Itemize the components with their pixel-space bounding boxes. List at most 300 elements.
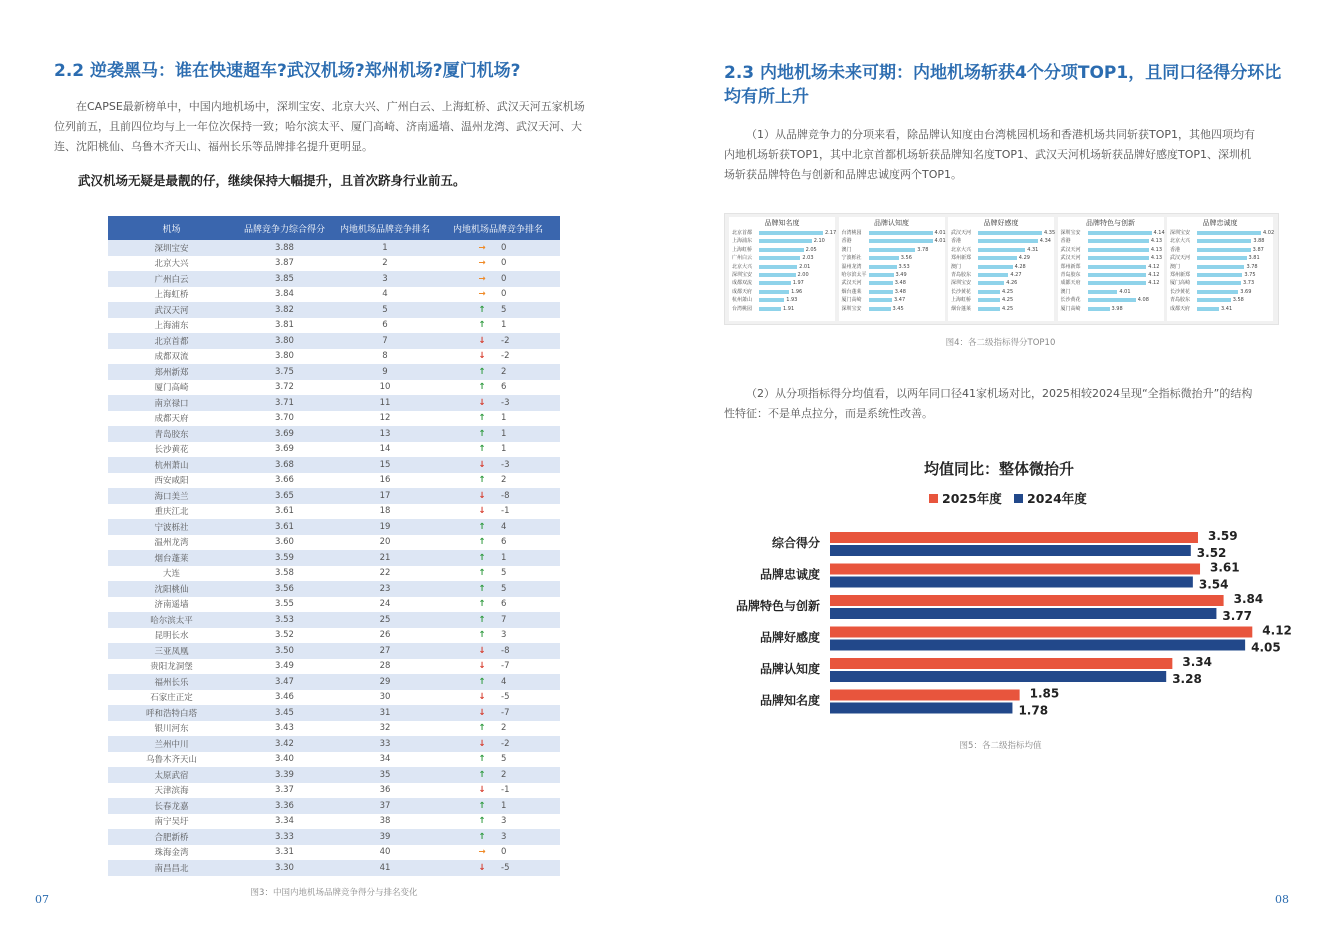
top10-bar (759, 281, 791, 285)
top10-row (1058, 305, 1164, 313)
rank-cell: 5 (334, 302, 436, 318)
score-cell: 3.31 (235, 845, 334, 861)
bar (830, 690, 1020, 701)
top10-row (1167, 263, 1273, 271)
score-cell: 3.80 (235, 349, 334, 365)
top10-airport: 长沙黄花 (1170, 288, 1191, 295)
top10-bar (1088, 248, 1149, 252)
trend-up-icon: ↑ (478, 676, 486, 687)
top10-value: 4.27 (1010, 271, 1022, 278)
figure-5-caption: 图5：各二级指标均值 (959, 741, 1042, 751)
top10-value: 4.13 (1150, 238, 1163, 245)
rank-change-cell (436, 333, 560, 349)
table-row (108, 442, 560, 458)
top10-bar (869, 290, 893, 294)
data-label: 4.05 (1251, 640, 1281, 655)
rank-change-value: -5 (501, 862, 510, 873)
top10-bar (978, 239, 1038, 243)
trend-up-icon: ↑ (478, 599, 486, 610)
top10-value: 4.25 (1002, 305, 1014, 312)
top10-value: 1.96 (791, 288, 803, 295)
trend-flat-icon: → (478, 847, 486, 858)
top10-airport: 香港 (1170, 246, 1181, 253)
top10-bar (978, 290, 1000, 294)
top10-bar (1197, 298, 1231, 302)
bar (830, 564, 1200, 575)
trend-down-icon: ↓ (478, 335, 486, 346)
rank-change-value: 0 (501, 273, 507, 284)
top10-airport: 北京大兴 (1170, 238, 1191, 245)
score-cell: 3.40 (235, 752, 334, 768)
top10-bar (869, 231, 933, 235)
top10-airport: 烟台蓬莱 (951, 305, 972, 312)
table-row (108, 364, 560, 380)
bar (830, 627, 1252, 638)
paragraph-2-line: （2）从分项指标得分均值看，以两年同口径41家机场对比，2025相较2024呈现“全指标微抬升”的结构 (746, 387, 1253, 400)
top10-airport: 上海浦东 (732, 238, 753, 245)
top10-bar (1197, 248, 1251, 252)
rank-cell: 4 (334, 287, 436, 303)
rank-change-cell (436, 488, 560, 504)
top10-bar (1088, 265, 1147, 269)
rank-cell: 38 (334, 814, 436, 830)
top10-airport: 青岛胶东 (951, 271, 972, 278)
rank-change-value: 2 (501, 769, 507, 780)
trend-up-icon: ↑ (478, 304, 486, 315)
top10-airport: 成都天府 (732, 288, 753, 295)
rank-cell: 21 (334, 550, 436, 566)
rank-cell: 9 (334, 364, 436, 380)
top10-value: 4.13 (1150, 246, 1163, 253)
score-cell: 3.50 (235, 643, 334, 659)
top10-bar (869, 298, 893, 302)
top10-airport: 上海虹桥 (732, 246, 753, 253)
score-cell: 3.52 (235, 628, 334, 644)
heading-line: 均有所上升 (724, 87, 809, 107)
rank-change-value: 2 (501, 475, 507, 486)
rank-cell: 12 (334, 411, 436, 427)
top10-value: 2.17 (825, 230, 837, 236)
airport-cell: 哈尔滨太平 (108, 612, 235, 628)
score-cell: 3.75 (235, 364, 334, 380)
rank-change-value: 5 (501, 583, 507, 594)
score-cell: 3.53 (235, 612, 334, 628)
rank-cell: 25 (334, 612, 436, 628)
rank-cell: 18 (334, 504, 436, 520)
header-airport: 机场 (108, 216, 235, 240)
top10-airport: 澳门 (1170, 263, 1181, 270)
trend-down-icon: ↓ (478, 490, 486, 501)
airport-cell: 郑州新郑 (108, 364, 235, 380)
top10-airport: 武汉天河 (841, 280, 862, 287)
airport-cell: 呼和浩特白塔 (108, 705, 235, 721)
top10-panel-title: 品牌认知度 (874, 219, 909, 227)
trend-up-icon: ↑ (478, 552, 486, 563)
top10-airport: 香港 (1060, 238, 1071, 245)
rank-change-cell (436, 597, 560, 613)
trend-up-icon: ↑ (478, 723, 486, 734)
airport-cell: 海口美兰 (108, 488, 235, 504)
top10-row (948, 288, 1054, 296)
top10-value: 3.45 (892, 305, 904, 312)
rank-change-value: -2 (501, 351, 510, 362)
score-cell: 3.61 (235, 504, 334, 520)
highlight-sentence: 武汉机场无疑是最靓的仔，继续保持大幅提升，且首次跻身行业前五。 (78, 173, 466, 188)
top10-airport: 长沙黄花 (951, 288, 972, 295)
rank-change-cell (436, 535, 560, 551)
table-header-row (108, 216, 560, 240)
top10-row (1167, 237, 1273, 245)
top10-bar (759, 239, 812, 243)
rank-change-cell (436, 519, 560, 535)
rank-cell: 35 (334, 767, 436, 783)
page-number-right: 08 (1275, 893, 1289, 906)
top10-value: 4.14 (1153, 230, 1165, 236)
chart-title: 均值同比：整体微抬升 (923, 460, 1075, 478)
rank-change-value: 1 (501, 428, 507, 439)
mean-comparison-chart (724, 448, 1292, 728)
top10-bar (1088, 239, 1149, 243)
airport-cell: 温州龙湾 (108, 535, 235, 551)
rank-cell: 39 (334, 829, 436, 845)
rank-change-value: 4 (501, 676, 507, 687)
top10-value: 4.25 (1002, 288, 1014, 295)
top10-bar (869, 256, 899, 260)
airport-cell: 银川河东 (108, 721, 235, 737)
top10-row (729, 271, 835, 279)
rank-change-cell (436, 566, 560, 582)
top10-bar (1088, 273, 1147, 277)
rank-cell: 19 (334, 519, 436, 535)
airport-cell: 昆明长水 (108, 628, 235, 644)
rank-change-cell (436, 504, 560, 520)
bar (830, 545, 1191, 556)
trend-down-icon: ↓ (478, 506, 486, 517)
top10-row (1058, 279, 1164, 287)
table-row (108, 736, 560, 752)
rank-change-cell (436, 473, 560, 489)
top10-airport: 成都双流 (732, 280, 753, 287)
airport-cell: 南昌昌北 (108, 860, 235, 876)
rank-change-value: 5 (501, 304, 507, 315)
category-label: 品牌知名度 (759, 693, 820, 708)
top10-row (1058, 296, 1164, 304)
top10-row (1167, 296, 1273, 304)
rank-cell: 24 (334, 597, 436, 613)
category-label: 品牌认知度 (759, 662, 820, 676)
rank-change-value: -3 (501, 397, 510, 408)
top10-value: 3.53 (898, 263, 910, 270)
top10-value: 4.08 (1137, 297, 1149, 304)
top10-airport: 北京大兴 (732, 263, 753, 270)
rank-cell: 22 (334, 566, 436, 582)
table-row (108, 752, 560, 768)
top10-airport: 厦门高崎 (1060, 305, 1081, 312)
top10-value: 3.41 (1221, 305, 1233, 312)
top10-airport: 郑州新郑 (1170, 271, 1191, 278)
top10-row (729, 254, 835, 262)
table-row (108, 798, 560, 814)
score-cell: 3.61 (235, 519, 334, 535)
top10-bar (759, 265, 797, 269)
top10-row (1167, 254, 1273, 262)
top10-row (948, 305, 1054, 313)
top10-row (729, 229, 835, 237)
score-cell: 3.71 (235, 395, 334, 411)
top10-airport: 深圳宝安 (1170, 230, 1191, 236)
table-row (108, 659, 560, 675)
top10-bar (869, 239, 933, 243)
data-label: 3.61 (1210, 560, 1240, 575)
rank-cell: 16 (334, 473, 436, 489)
rank-change-value: 3 (501, 831, 507, 842)
top10-bar (1088, 290, 1118, 294)
top10-value: 1.91 (783, 305, 795, 312)
bar (830, 532, 1198, 543)
top10-value: 4.13 (1150, 255, 1163, 262)
airport-cell: 西安咸阳 (108, 473, 235, 489)
top10-value: 4.01 (934, 230, 946, 236)
rank-cell: 29 (334, 674, 436, 690)
table-row (108, 597, 560, 613)
top10-airport: 澳门 (841, 246, 852, 253)
rank-change-value: -8 (501, 645, 510, 656)
rank-change-value: -5 (501, 692, 510, 703)
top10-bar (978, 298, 1000, 302)
top10-airport: 武汉天河 (1060, 246, 1081, 253)
rank-change-value: 3 (501, 816, 507, 827)
top10-value: 3.81 (1248, 255, 1260, 262)
top10-bar (1197, 307, 1219, 311)
top10-row (839, 237, 945, 245)
score-cell: 3.43 (235, 721, 334, 737)
top10-row (1058, 288, 1164, 296)
top10-bar (1088, 298, 1136, 302)
table-row (108, 519, 560, 535)
rank-cell: 26 (334, 628, 436, 644)
trend-down-icon: ↓ (478, 785, 486, 796)
rank-cell: 15 (334, 457, 436, 473)
rank-change-cell (436, 457, 560, 473)
rank-change-cell (436, 349, 560, 365)
top10-bar (978, 248, 1025, 252)
top10-airport: 广州白云 (732, 255, 753, 262)
top10-row (1058, 229, 1164, 237)
rank-cell: 20 (334, 535, 436, 551)
rank-cell: 32 (334, 721, 436, 737)
top10-panel-title: 品牌好感度 (983, 219, 1019, 227)
table-row (108, 845, 560, 861)
top10-value: 3.73 (1243, 280, 1255, 287)
top10-value: 4.29 (1018, 255, 1030, 262)
top10-airport: 青岛胶东 (1060, 271, 1081, 278)
top10-value: 1.93 (786, 297, 798, 304)
trend-up-icon: ↑ (478, 537, 486, 548)
score-cell: 3.39 (235, 767, 334, 783)
top10-airport: 温州龙湾 (841, 263, 862, 270)
top10-bar (759, 298, 784, 302)
top10-row (1167, 246, 1273, 254)
trend-flat-icon: → (478, 289, 486, 300)
top10-bar (759, 231, 823, 235)
top10-airport: 厦门高崎 (1170, 280, 1191, 287)
rank-change-value: -7 (501, 661, 510, 672)
rank-change-cell (436, 783, 560, 799)
data-label: 3.84 (1233, 592, 1264, 606)
airport-cell: 上海浦东 (108, 318, 235, 334)
rank-change-value: -1 (501, 506, 510, 517)
score-cell: 3.60 (235, 535, 334, 551)
top10-row (839, 229, 945, 237)
top10-row (1058, 237, 1164, 245)
rank-change-value: 5 (501, 568, 507, 579)
top10-airport: 青岛胶东 (1170, 297, 1191, 304)
rank-change-value: 1 (501, 413, 507, 424)
airport-cell: 成都天府 (108, 411, 235, 427)
top10-airport: 香港 (951, 238, 962, 245)
score-cell: 3.46 (235, 690, 334, 706)
rank-cell: 17 (334, 488, 436, 504)
bar (830, 703, 1012, 714)
top10-row (839, 271, 945, 279)
paragraph-1-line: 内地机场斩获TOP1，其中北京首都机场斩获品牌知名度TOP1、武汉天河机场斩获品牌好感度TOP1、深圳机 (724, 148, 1252, 161)
rank-cell: 40 (334, 845, 436, 861)
rank-change-cell (436, 628, 560, 644)
top10-airport: 杭州萧山 (732, 297, 753, 304)
top10-row (729, 296, 835, 304)
figure-3-caption: 图3：中国内地机场品牌竞争得分与排名变化 (250, 888, 418, 898)
top10-value: 3.48 (894, 280, 906, 287)
top10-bar (869, 307, 891, 311)
top10-row (1167, 271, 1273, 279)
airport-cell: 广州白云 (108, 271, 235, 287)
rank-cell: 34 (334, 752, 436, 768)
rank-change-cell (436, 767, 560, 783)
top10-airport: 台湾桃园 (732, 305, 753, 312)
score-cell: 3.37 (235, 783, 334, 799)
top10-airport: 成都天府 (1060, 280, 1081, 287)
top10-value: 3.48 (894, 288, 906, 295)
table-row (108, 721, 560, 737)
top10-panel (839, 217, 945, 321)
top10-value: 2.03 (802, 255, 814, 262)
top10-airport: 成都天府 (1170, 305, 1191, 312)
top10-airport: 武汉天河 (951, 230, 972, 236)
rank-change-value: -7 (501, 707, 510, 718)
trend-down-icon: ↓ (478, 661, 486, 672)
score-cell: 3.69 (235, 442, 334, 458)
rank-change-value: -3 (501, 459, 510, 470)
top10-airport: 深圳宝安 (732, 271, 753, 278)
top10-value: 4.12 (1148, 271, 1160, 278)
category-label: 品牌特色与创新 (735, 599, 820, 613)
top10-value: 3.75 (1244, 271, 1256, 278)
score-cell: 3.34 (235, 814, 334, 830)
rank-change-value: 7 (501, 614, 507, 625)
top10-bar (978, 256, 1017, 260)
top10-bar (1197, 273, 1242, 277)
top10-value: 2.01 (799, 263, 811, 270)
top10-airport: 长沙黄花 (1060, 297, 1081, 304)
top10-airport: 宁波栎社 (841, 255, 862, 262)
table-row (108, 829, 560, 845)
top10-airport: 武汉天河 (1060, 255, 1081, 262)
section-heading-2-3 (724, 61, 1294, 109)
table-row (108, 287, 560, 303)
rank-change-cell (436, 860, 560, 876)
top10-value: 4.25 (1002, 297, 1014, 304)
score-cell: 3.49 (235, 659, 334, 675)
table-row (108, 628, 560, 644)
top10-value: 3.98 (1111, 305, 1123, 312)
header-score: 品牌竞争力综合得分 (235, 216, 334, 240)
score-cell: 3.66 (235, 473, 334, 489)
trend-up-icon: ↑ (478, 614, 486, 625)
top10-row (948, 296, 1054, 304)
top10-value: 4.34 (1039, 238, 1051, 245)
table-row (108, 814, 560, 830)
top10-airport: 上海虹桥 (951, 297, 972, 304)
rank-change-value: 0 (501, 289, 507, 300)
table-row (108, 457, 560, 473)
legend-label: 2025年度 (942, 491, 1002, 506)
rank-cell: 31 (334, 705, 436, 721)
table-row (108, 674, 560, 690)
rank-cell: 1 (334, 240, 436, 256)
rank-change-cell (436, 798, 560, 814)
trend-up-icon: ↑ (478, 568, 486, 579)
category-label: 品牌忠诚度 (759, 567, 820, 582)
table-row (108, 581, 560, 597)
airport-cell: 太原武宿 (108, 767, 235, 783)
airport-cell: 济南遥墙 (108, 597, 235, 613)
airport-cell: 兰州中川 (108, 736, 235, 752)
legend-swatch (1014, 494, 1023, 503)
airport-cell: 长春龙嘉 (108, 798, 235, 814)
trend-up-icon: ↑ (478, 366, 486, 377)
top10-row (729, 305, 835, 313)
data-label: 3.34 (1182, 655, 1212, 669)
airport-cell: 上海虹桥 (108, 287, 235, 303)
top10-airport: 深圳宝安 (1060, 230, 1081, 236)
top10-value: 1.97 (792, 280, 804, 287)
top10-value: 3.88 (1253, 238, 1265, 245)
bar (830, 595, 1224, 606)
trend-down-icon: ↓ (478, 738, 486, 749)
rank-change-value: 1 (501, 800, 507, 811)
top10-airport: 郑州新郑 (1060, 263, 1081, 270)
rank-cell: 11 (334, 395, 436, 411)
top10-value: 4.31 (1027, 246, 1039, 253)
top10-airport: 香港 (841, 238, 852, 245)
top10-row (948, 254, 1054, 262)
rank-change-cell (436, 814, 560, 830)
trend-up-icon: ↑ (478, 428, 486, 439)
score-cell: 3.42 (235, 736, 334, 752)
trend-up-icon: ↑ (478, 521, 486, 532)
airport-cell: 长沙黄花 (108, 442, 235, 458)
trend-down-icon: ↓ (478, 351, 486, 362)
top10-value: 3.49 (895, 271, 907, 278)
rank-cell: 27 (334, 643, 436, 659)
airport-cell: 贵阳龙洞堡 (108, 659, 235, 675)
data-label: 4.12 (1262, 623, 1292, 638)
table-row (108, 705, 560, 721)
top10-bar (759, 307, 781, 311)
page-number-left: 07 (35, 893, 49, 906)
paragraph-1-line: （1）从品牌竞争力的分项来看，除品牌认知度由台湾桃园机场和香港机场共同斩获TOP1，其他四项均有 (746, 128, 1256, 141)
rank-change-value: -8 (501, 490, 510, 501)
